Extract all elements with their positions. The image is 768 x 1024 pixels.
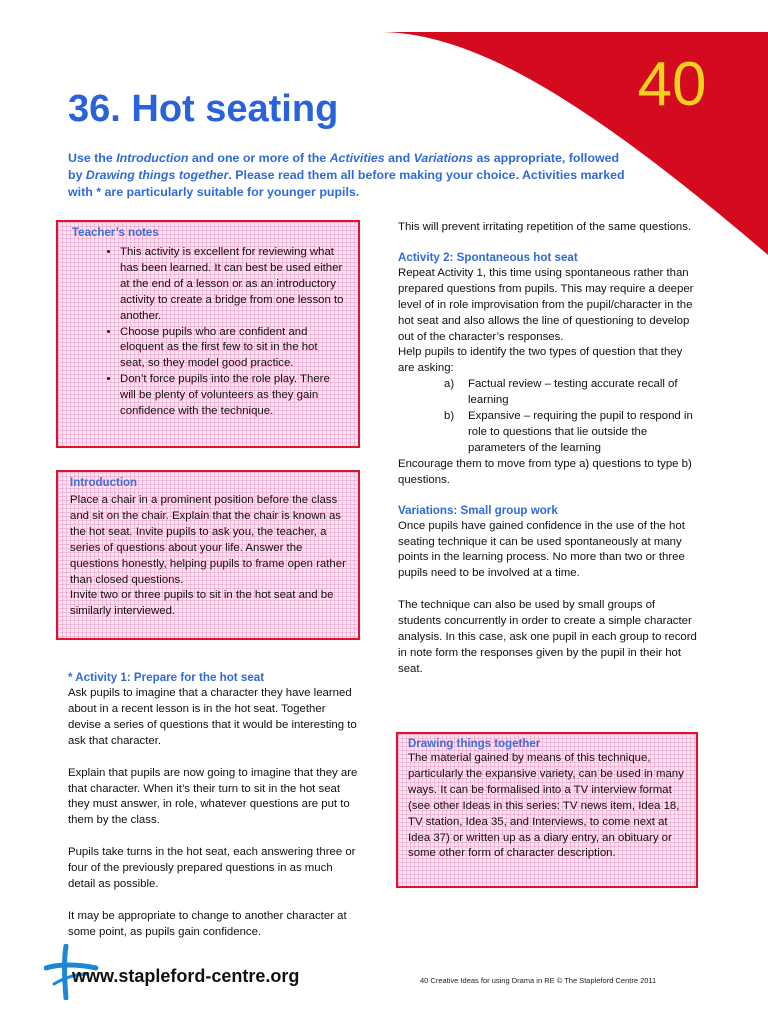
list-item-text: Expansive – requiring the pupil to respond in role to questions that lie outside the parameters of the learning bbox=[468, 410, 693, 454]
right-column bbox=[398, 220, 700, 678]
instructions-note bbox=[68, 150, 628, 201]
list-marker: b) bbox=[444, 410, 455, 423]
list-item-text: Factual review – testing accurate recall of learning bbox=[468, 378, 678, 407]
teachers-notes-heading: Teacher’s notes bbox=[72, 227, 159, 239]
introduction-paragraph: Place a chair in a prominent position before the class and sit on the chair. Explain that the chair is known as the hot seat. Invite pupils to ask you, the teacher, a series of questions about your life. Answer the questions honestly, helping pupils to frame open rather than closed questions. bbox=[70, 494, 346, 586]
question-types-list bbox=[398, 377, 700, 457]
activity1-paragraph: Ask pupils to imagine that a character they have learned about in a recent lesson is in the hot seat. Together devise a series of questions that it would be interesting to ask that character. bbox=[68, 687, 357, 747]
activity1-paragraph: Explain that pupils are now going to imagine that they are that character. When it’s their turn to sit in the hot seat they must answer, in role, whatever questions are put to them by the class. bbox=[68, 766, 358, 827]
drawing-together-box bbox=[396, 732, 698, 888]
introduction-paragraph: Invite two or three pupils to sit in the hot seat and be similarly interviewed. bbox=[70, 589, 334, 618]
variations-paragraph: Once pupils have gained confidence in the use of the hot seating technique it can be used spontaneously at many points in the learning process. No more than two or three pupils need to be involved at a time. bbox=[398, 519, 685, 580]
activity2-heading: Activity 2: Spontaneous hot seat bbox=[398, 250, 578, 264]
variations-paragraph: The technique can also be used by small groups of students concurrently in order to create a simple character analysis. In this case, ask one pupil in each group to record in note form the responses given by the pupil in their hot seat. bbox=[398, 599, 697, 675]
variations-heading: Variations: Small group work bbox=[398, 503, 558, 517]
list-marker: a) bbox=[444, 378, 455, 391]
activity1-paragraph: Pupils take turns in the hot seat, each answering three or four of the previously prepared questions in as much detail as possible. bbox=[68, 846, 356, 891]
page-number: 40 bbox=[637, 50, 707, 119]
continuation-text: This will prevent irritating repetition of the same questions. bbox=[398, 221, 692, 233]
instructions-note-segment: Activities bbox=[329, 151, 385, 165]
activity1-heading: * Activity 1: Prepare for the hot seat bbox=[68, 671, 265, 684]
instructions-note-segment: Introduction bbox=[116, 151, 189, 165]
activity2-paragraph: Encourage them to move from type a) questions to type b) questions. bbox=[398, 457, 692, 486]
introduction-heading: Introduction bbox=[70, 477, 138, 489]
instructions-note-segment: as appropriate, followed by bbox=[68, 151, 620, 182]
instructions-note-segment: Use the bbox=[68, 151, 117, 165]
instructions-note-segment: Variations bbox=[413, 151, 474, 165]
activity2-paragraph: Repeat Activity 1, this time using spontaneous rather than prepared questions from pupils. This may require a deeper level of in role improvisation from the pupil/character in the hot seat and also allows the line of questioning to develop out of the character’s responses. bbox=[398, 266, 694, 343]
list-item: • Don’t force pupils into the role play. There will be plenty of volunteers as they gain confidence with the technique. bbox=[120, 372, 344, 420]
footer-website-link[interactable]: www.stapleford-centre.org bbox=[72, 966, 300, 986]
footer-credit: 40 Creative Ideas for using Drama in RE © The Stapleford Centre 2011 bbox=[420, 976, 657, 985]
instructions-note-segment: and one or more of the bbox=[188, 151, 330, 165]
instructions-note-segment: . Please read them all before making your choice. Activities marked with * are particularly suitable for younger pupils. bbox=[68, 168, 625, 199]
instructions-note-segment: Drawing things together bbox=[85, 168, 229, 182]
list-item: • Choose pupils who are confident and eloquent as the first few to sit in the hot seat, so they model good practice. bbox=[120, 325, 344, 373]
page-title: 36. Hot seating bbox=[68, 88, 339, 130]
teachers-notes-box bbox=[56, 220, 360, 448]
drawing-together-heading: Drawing things together bbox=[408, 738, 541, 750]
left-column bbox=[68, 670, 358, 941]
teachers-notes-list bbox=[72, 245, 344, 420]
introduction-box bbox=[56, 470, 360, 640]
instructions-note-segment: and bbox=[384, 151, 414, 165]
drawing-together-text: The material gained by means of this technique, particularly the expansive variety, can be used in many ways. It can be formalised into a TV interview format (see other Ideas in this series: TV news item, Idea 18, TV station, Idea 35, and Interviews, to come next at Idea 37) or written up as a diary entry, an obituary or some other form of character description. bbox=[408, 752, 684, 860]
activity2-paragraph: Help pupils to identify the two types of question that they are asking: bbox=[398, 346, 683, 375]
activity1-paragraph: It may be appropriate to change to another character at some point, as pupils gain confidence. bbox=[68, 909, 347, 938]
list-item bbox=[398, 409, 700, 457]
list-item: • This activity is excellent for reviewing what has been learned. It can best be used either at the end of a lesson or as an introductory activity to create a bridge from one lesson to another. bbox=[120, 245, 344, 325]
list-item bbox=[398, 377, 700, 409]
